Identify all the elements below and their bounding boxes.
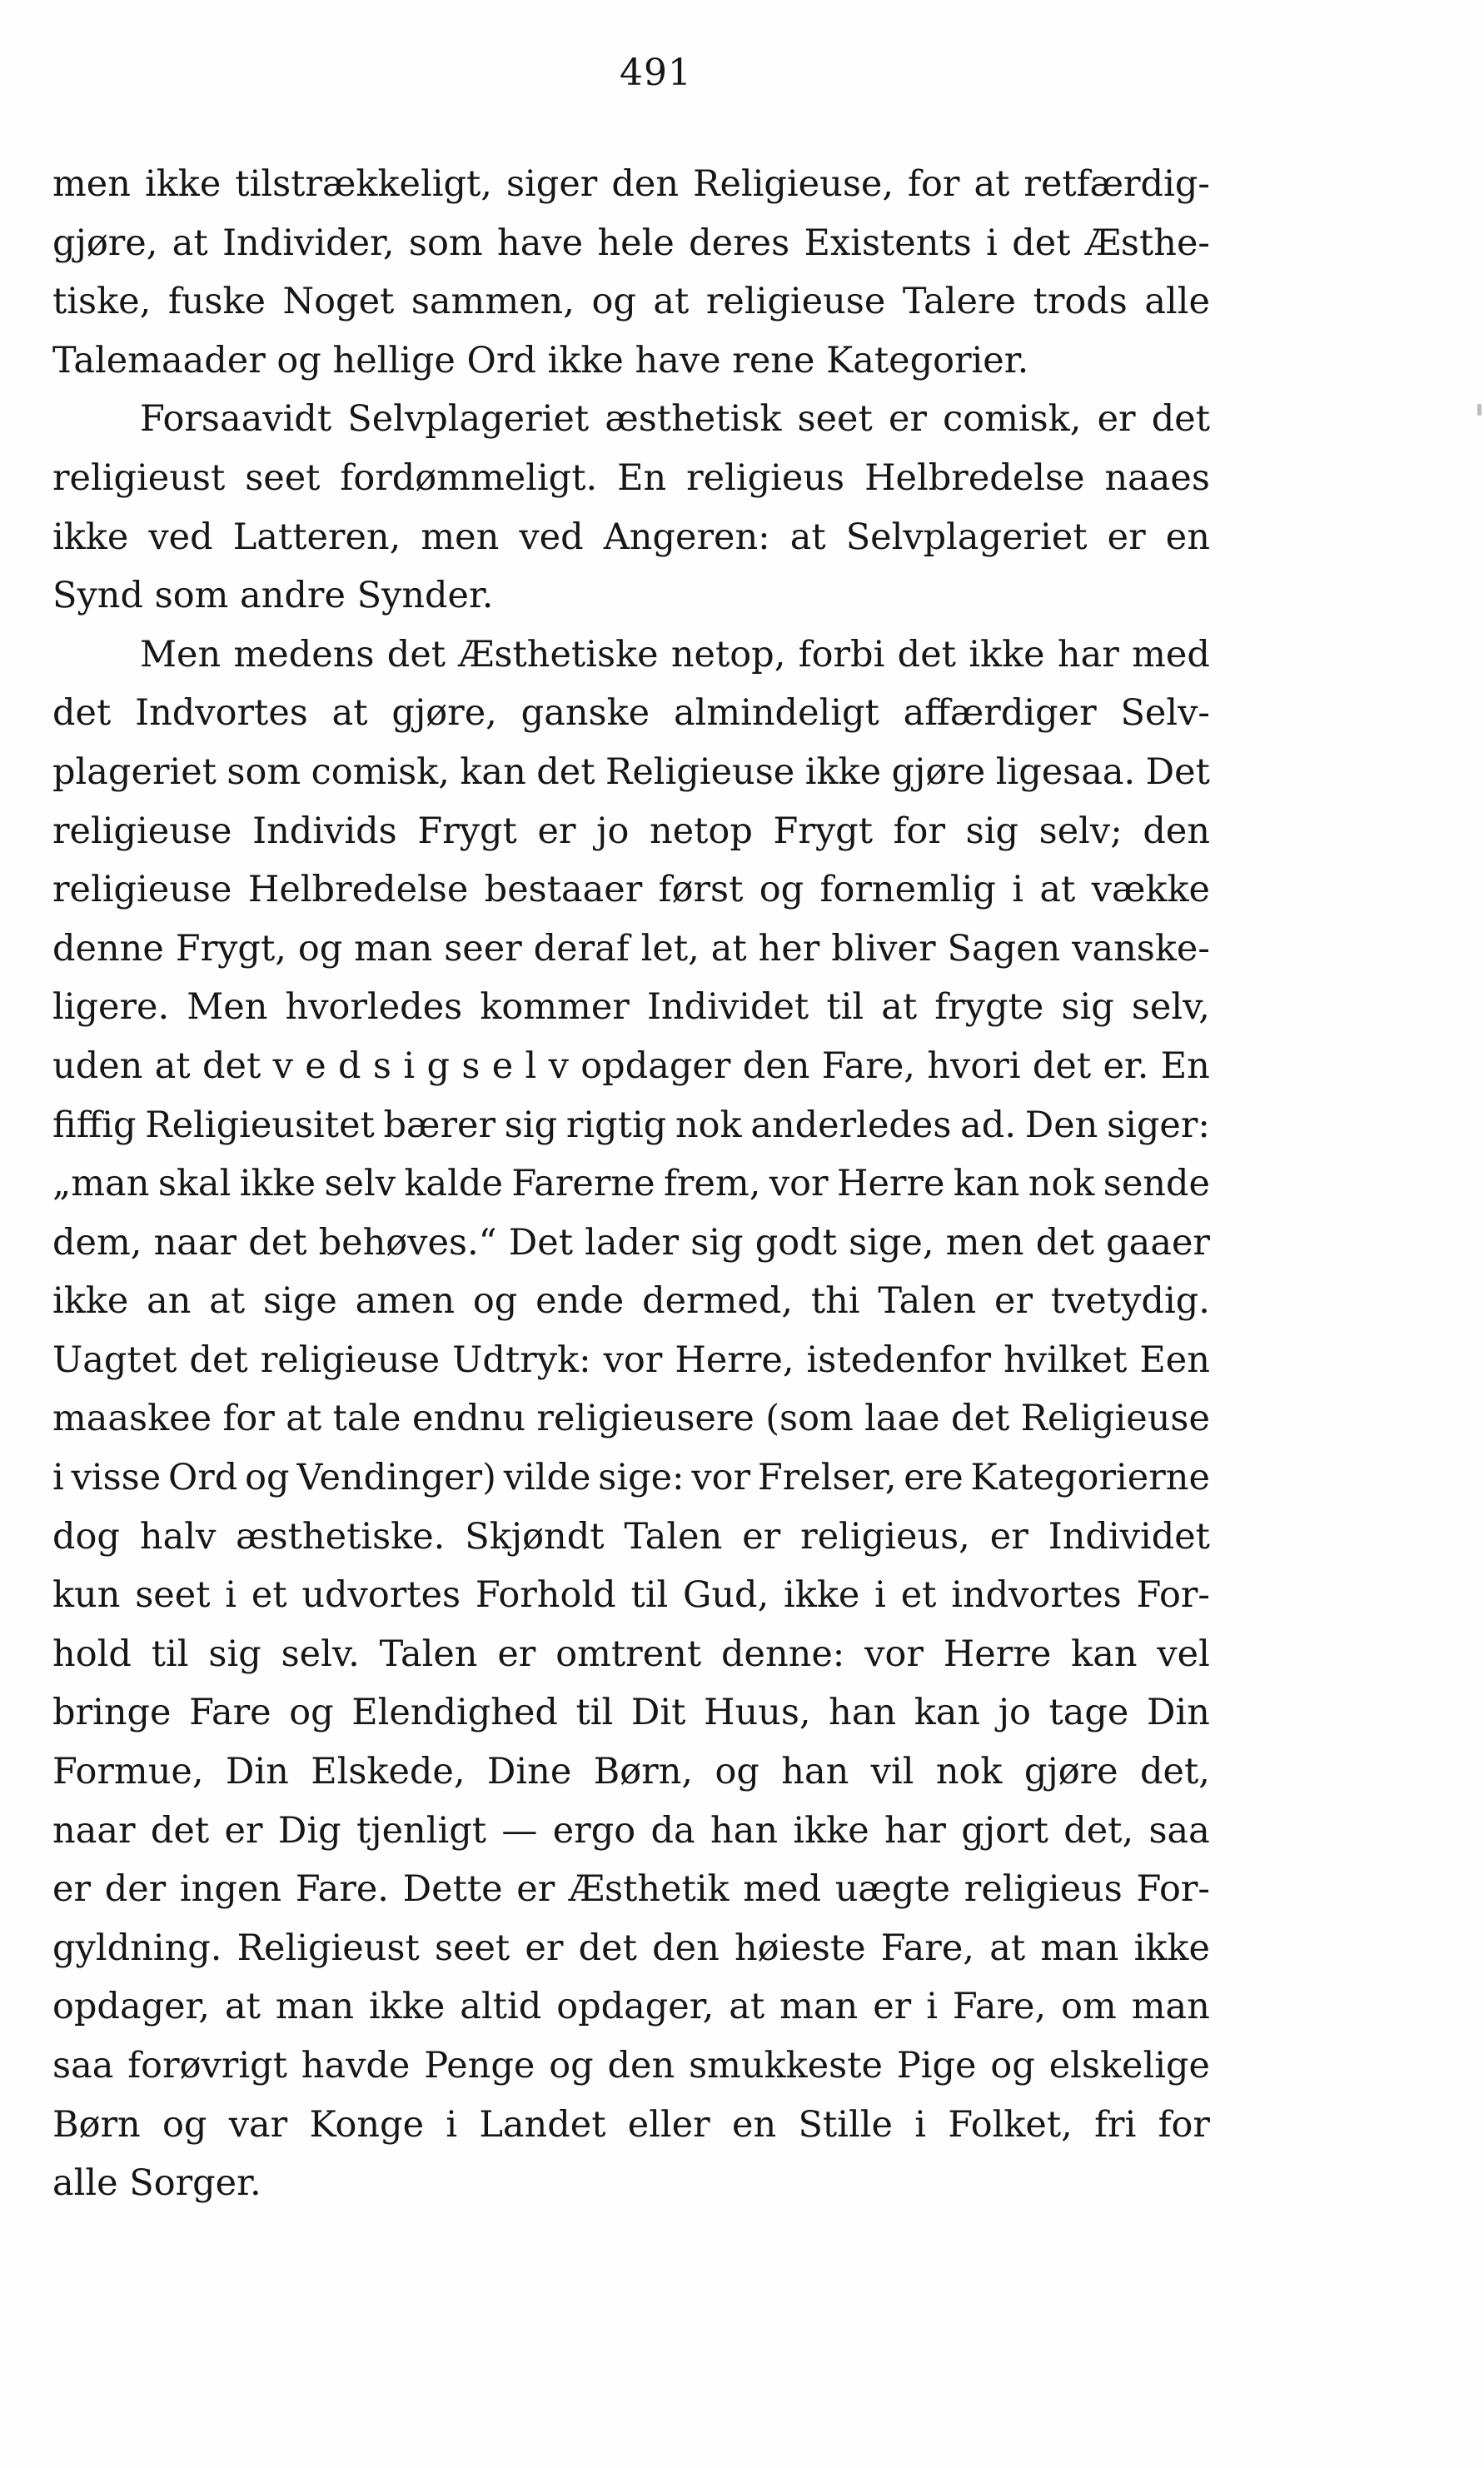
text-line: religieuse Helbredelse bestaaer først og fornemlig i at vække bbox=[52, 869, 1210, 911]
text-line: alle Sorger. bbox=[52, 2162, 261, 2205]
text-line: religieuse Individs Frygt er jo netop Frygt for sig selv; den bbox=[52, 810, 1210, 852]
text-line: kun seet i et udvortes Forhold til Gud, ikke i et indvortes For- bbox=[52, 1574, 1210, 1617]
text-line: Talemaader og hellige Ord ikke have rene Kategorier. bbox=[52, 339, 1029, 381]
text-line: Børn og var Konge i Landet eller en Stille i Folket, fri for bbox=[52, 2103, 1210, 2146]
text-line: det Indvortes at gjøre, ganske almindeligt affærdiger Selv- bbox=[52, 692, 1210, 735]
page-number: 491 bbox=[620, 52, 692, 94]
text-line: Men medens det Æsthetiske netop, forbi det ikke har med bbox=[140, 633, 1210, 676]
text-line: dem, naar det behøves.“ Det lader sig godt sige, men det gaaer bbox=[52, 1221, 1210, 1264]
text-line: Synd som andre Synder. bbox=[52, 575, 494, 617]
text-line: ligere. Men hvorledes kommer Individet til at frygte sig selv, bbox=[52, 986, 1210, 1029]
text-line: fiffig Religieusitet bærer sig rigtig nok anderledes ad. Den siger: bbox=[52, 1104, 1210, 1146]
text-line: men ikke tilstrækkeligt, siger den Religieuse, for at retfærdig- bbox=[52, 163, 1210, 205]
text-line: gyldning. Religieust seet er det den høieste Fare, at man ikke bbox=[52, 1927, 1210, 1969]
text-line: religieust seet fordømmeligt. En religieus Helbredelse naaes bbox=[52, 456, 1210, 499]
text-line: tiske, fuske Noget sammen, og at religieuse Talere trods alle bbox=[52, 281, 1210, 323]
text-line: Formue, Din Elskede, Dine Børn, og han vil nok gjøre det, bbox=[52, 1751, 1210, 1793]
text-line: naar det er Dig tjenligt — ergo da han ikke har gjort det, saa bbox=[52, 1809, 1210, 1852]
scan-edge-mark bbox=[1477, 404, 1482, 416]
text-line: uden at det v e d s i g s e l v opdager den Fare, hvori det er. En bbox=[52, 1045, 1210, 1087]
text-line: i visse Ord og Vendinger) vilde sige: vor Frelser, ere Kategorierne bbox=[52, 1457, 1210, 1499]
text-line: er der ingen Fare. Dette er Æsthetik med uægte religieus For- bbox=[52, 1868, 1210, 1911]
text-line: ikke an at sige amen og ende dermed, thi Talen er tvetydig. bbox=[52, 1280, 1210, 1323]
text-line: Forsaavidt Selvplageriet æsthetisk seet er comisk, er det bbox=[140, 398, 1210, 441]
text-line: maaskee for at tale endnu religieusere (som laae det Religieuse bbox=[52, 1398, 1210, 1440]
text-line: bringe Fare og Elendighed til Dit Huus, han kan jo tage Din bbox=[52, 1692, 1210, 1734]
text-line: gjøre, at Individer, som have hele deres Existents i det Æsthe- bbox=[52, 222, 1210, 264]
text-line: saa forøvrigt havde Penge og den smukkeste Pige og elskelige bbox=[52, 2045, 1210, 2087]
text-line: hold til sig selv. Talen er omtrent denne: vor Herre kan vel bbox=[52, 1633, 1210, 1675]
text-line: „man skal ikke selv kalde Farerne frem, vor Herre kan nok sende bbox=[52, 1163, 1210, 1205]
text-line: opdager, at man ikke altid opdager, at man er i Fare, om man bbox=[52, 1986, 1210, 2028]
text-line: ikke ved Latteren, men ved Angeren: at Selvplageriet er en bbox=[52, 516, 1210, 558]
text-line: Uagtet det religieuse Udtryk: vor Herre, istedenfor hvilket Een bbox=[52, 1339, 1210, 1381]
text-line: plageriet som comisk, kan det Religieuse ikke gjøre ligesaa. Det bbox=[52, 750, 1210, 793]
text-line: denne Frygt, og man seer deraf let, at her bliver Sagen vanske- bbox=[52, 927, 1210, 970]
body-text bbox=[52, 155, 1210, 2213]
text-line: dog halv æsthetiske. Skjøndt Talen er religieus, er Individet bbox=[52, 1515, 1210, 1558]
